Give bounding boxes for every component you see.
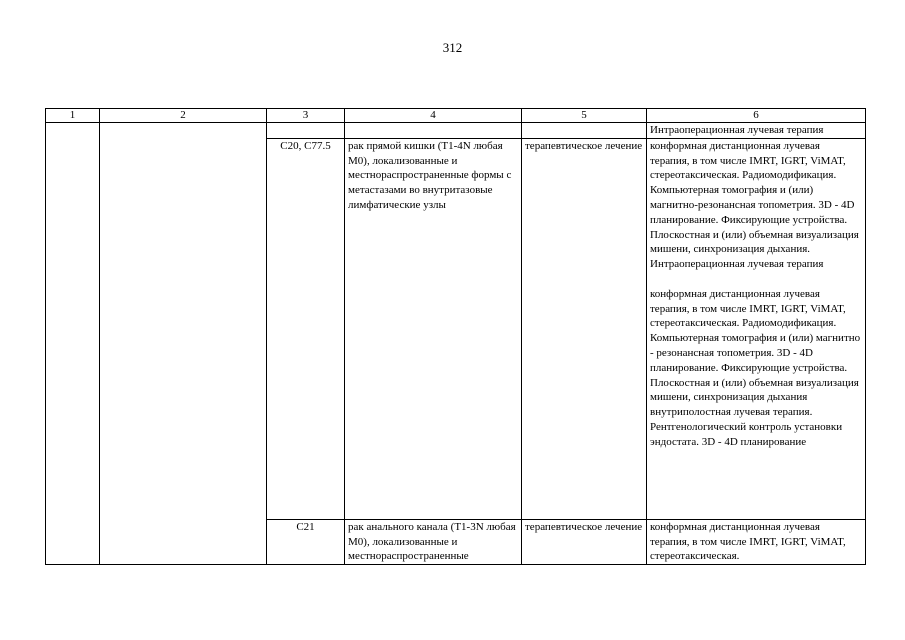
cell-code: C20, C77.5 bbox=[267, 138, 345, 519]
table-header-row bbox=[46, 109, 866, 123]
table-row bbox=[46, 123, 866, 139]
header-col-4: 4 bbox=[345, 109, 522, 123]
page-number: 312 bbox=[442, 40, 463, 55]
cell-treatment-type bbox=[522, 123, 647, 139]
header-col-3: 3 bbox=[267, 109, 345, 123]
cell-diagnosis: рак анального канала (T1-3N любая M0), локализованные и местнораспространенные bbox=[345, 519, 522, 564]
cell-diagnosis: рак прямой кишки (T1-4N любая M0), локализованные и местнораспространенные формы с метастазами во внутритазовые лимфатические узлы bbox=[345, 138, 522, 519]
cell-col-2-merged bbox=[100, 123, 267, 565]
cell-method: Интраоперационная лучевая терапия bbox=[647, 123, 866, 139]
cell-code bbox=[267, 123, 345, 139]
header-col-2: 2 bbox=[100, 109, 267, 123]
cell-method: конформная дистанционная лучевая терапия, в том числе IMRT, IGRT, ViMAT, стереотаксическая. Радиомодификация. Компьютерная томография и (или) магнитно-резонансная топометрия. 3D - 4D планирование. Фиксирующие устройства. Плоскостная и (или) объемная визуализация мишени, синхронизация дыхания. Интраоперационная лучевая терапия конформная дистанционная лучевая терапия, в том числе IMRT, IGRT, ViMAT, стереотаксическая. Радиомодификация. Компьютерная томография и (или) магнитно - резонансная топометрия. 3D - 4D планирование. Фиксирующие устройства. Плоскостная и (или) объемная визуализация мишени, синхронизация дыхания внутриполостная лучевая терапия. Рентгенологический контроль установки эндостата. 3D - 4D планирование bbox=[647, 138, 866, 519]
header-col-1: 1 bbox=[46, 109, 100, 123]
cell-code: C21 bbox=[267, 519, 345, 564]
header-col-5: 5 bbox=[522, 109, 647, 123]
cell-method: конформная дистанционная лучевая терапия, в том числе IMRT, IGRT, ViMAT, стереотаксическая. bbox=[647, 519, 866, 564]
cell-col-1-merged bbox=[46, 123, 100, 565]
cell-diagnosis bbox=[345, 123, 522, 139]
cell-treatment-type: терапевтическое лечение bbox=[522, 519, 647, 564]
cell-treatment-type: терапевтическое лечение bbox=[522, 138, 647, 519]
document-table bbox=[45, 108, 866, 565]
header-col-6: 6 bbox=[647, 109, 866, 123]
